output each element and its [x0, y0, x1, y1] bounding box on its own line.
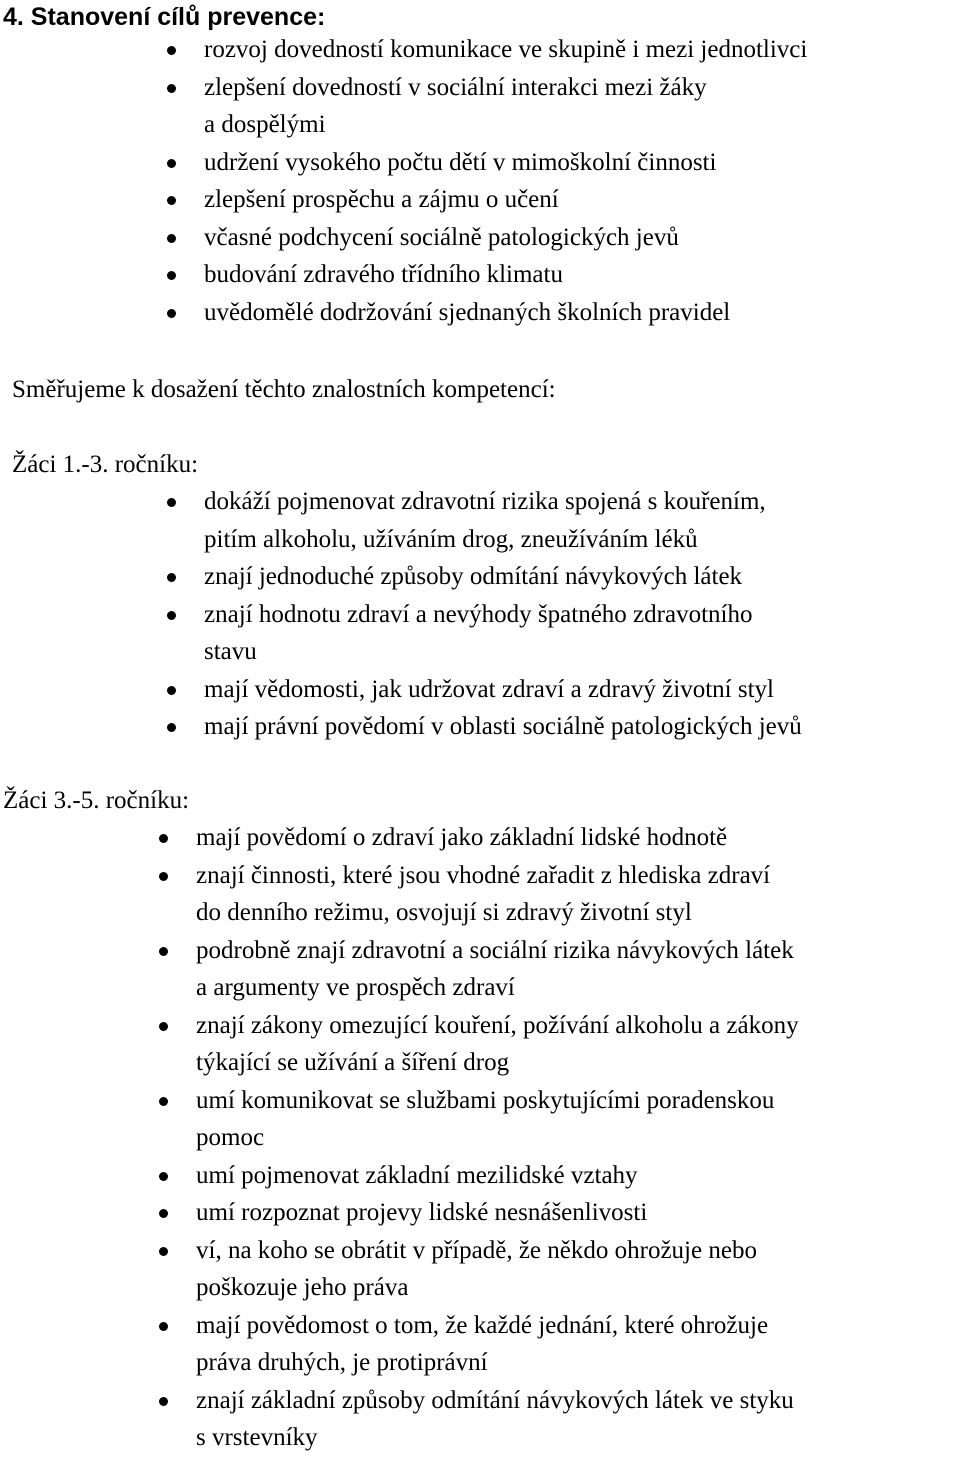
list-item	[0, 1232, 960, 1307]
bullet-icon	[167, 271, 176, 280]
list-item-text: zlepšení prospěchu a zájmu o učení	[204, 186, 559, 213]
grade-3-5-competencies-list	[0, 819, 960, 1457]
list-item-text: dokáží pojmenovat zdravotní rizika spojená s kouřením, pitím alkoholu, užíváním drog, zneužíváním léků	[204, 488, 766, 553]
prevention-goals-list	[0, 31, 960, 331]
list-item	[0, 69, 960, 144]
list-item-text: umí rozpoznat projevy lidské nesnášenlivosti	[196, 1199, 648, 1226]
list-item-text: rozvoj dovedností komunikace ve skupině i mezi jednotlivci	[204, 36, 808, 63]
bullet-icon	[167, 498, 176, 507]
list-item	[0, 932, 960, 1007]
list-item	[0, 1194, 960, 1232]
list-item	[0, 256, 960, 294]
list-item-text: včasné podchycení sociálně patologických jevů	[204, 223, 679, 251]
list-item-text: umí pojmenovat základní mezilidské vztahy	[196, 1161, 638, 1189]
bullet-icon	[159, 1209, 168, 1218]
list-item	[0, 294, 960, 332]
bullet-icon	[167, 196, 176, 205]
list-item	[0, 181, 960, 219]
list-item-text: ví, na koho se obrátit v případě, že někdo ohrožuje nebo poškozuje jeho práva	[196, 1236, 757, 1301]
bullet-icon	[167, 46, 176, 55]
list-item	[0, 31, 960, 69]
list-item	[0, 1082, 960, 1157]
list-item	[0, 1007, 960, 1082]
list-item	[0, 1307, 960, 1382]
list-item	[0, 671, 960, 709]
bullet-icon	[167, 84, 176, 93]
list-item-text: zlepšení dovedností v sociální interakci mezi žáky a dospělými	[204, 73, 707, 138]
list-item	[0, 483, 960, 558]
list-item	[0, 708, 960, 746]
bullet-icon	[167, 234, 176, 243]
grade-1-3-label: Žáci 1.-3. ročníku:	[12, 451, 199, 478]
bullet-icon	[159, 872, 168, 881]
list-item-text: mají vědomosti, jak udržovat zdraví a zdravý životní styl	[204, 675, 774, 703]
bullet-icon	[167, 611, 176, 620]
bullet-icon	[159, 1247, 168, 1256]
list-item-text: znají zákony omezující kouření, požívání alkoholu a zákony týkající se užívání a šíření drog	[196, 1011, 799, 1076]
bullet-icon	[159, 947, 168, 956]
bullet-icon	[159, 1322, 168, 1331]
bullet-icon	[167, 309, 176, 318]
list-item	[0, 1157, 960, 1195]
list-item	[0, 596, 960, 671]
list-item-text: podrobně znají zdravotní a sociální rizika návykových látek a argumenty ve prospěch zdraví	[196, 936, 794, 1001]
list-item-text: uvědomělé dodržování sjednaných školních pravidel	[204, 298, 731, 326]
list-item-text: mají povědomí o zdraví jako základní lidské hodnotě	[196, 824, 728, 851]
bullet-icon	[159, 1097, 168, 1106]
bullet-icon	[159, 834, 168, 843]
grade-3-5-label: Žáci 3.-5. ročníku:	[3, 787, 190, 814]
section-heading: 4. Stanovení cílů prevence:	[3, 3, 326, 31]
bullet-icon	[167, 686, 176, 695]
list-item	[0, 1382, 960, 1457]
list-item-text: znají jednoduché způsoby odmítání návykových látek	[204, 563, 743, 590]
list-item	[0, 819, 960, 857]
bullet-icon	[167, 723, 176, 732]
list-item-text: budování zdravého třídního klimatu	[204, 261, 563, 288]
bullet-icon	[159, 1172, 168, 1181]
list-item-text: znají základní způsoby odmítání návykových látek ve styku s vrstevníky	[196, 1386, 794, 1451]
grade-1-3-competencies-list	[0, 483, 960, 746]
bullet-icon	[159, 1022, 168, 1031]
list-item-text: umí komunikovat se službami poskytujícími poradenskou pomoc	[196, 1086, 775, 1151]
list-item	[0, 558, 960, 596]
list-item	[0, 219, 960, 257]
bullet-icon	[167, 159, 176, 168]
bullet-icon	[159, 1397, 168, 1406]
bullet-icon	[167, 573, 176, 582]
list-item	[0, 144, 960, 182]
list-item-text: udržení vysokého počtu dětí v mimoškolní činnosti	[204, 148, 717, 176]
list-item	[0, 857, 960, 932]
competencies-intro: Směřujeme k dosažení těchto znalostních kompetencí:	[12, 376, 556, 403]
list-item-text: mají právní povědomí v oblasti sociálně patologických jevů	[204, 713, 802, 740]
list-item-text: znají hodnotu zdraví a nevýhody špatného zdravotního stavu	[204, 600, 753, 665]
list-item-text: mají povědomost o tom, že každé jednání, které ohrožuje práva druhých, je protiprávní	[196, 1311, 769, 1376]
list-item-text: znají činnosti, které jsou vhodné zařadit z hlediska zdraví do denního režimu, osvojují si zdravý životní styl	[196, 861, 771, 926]
